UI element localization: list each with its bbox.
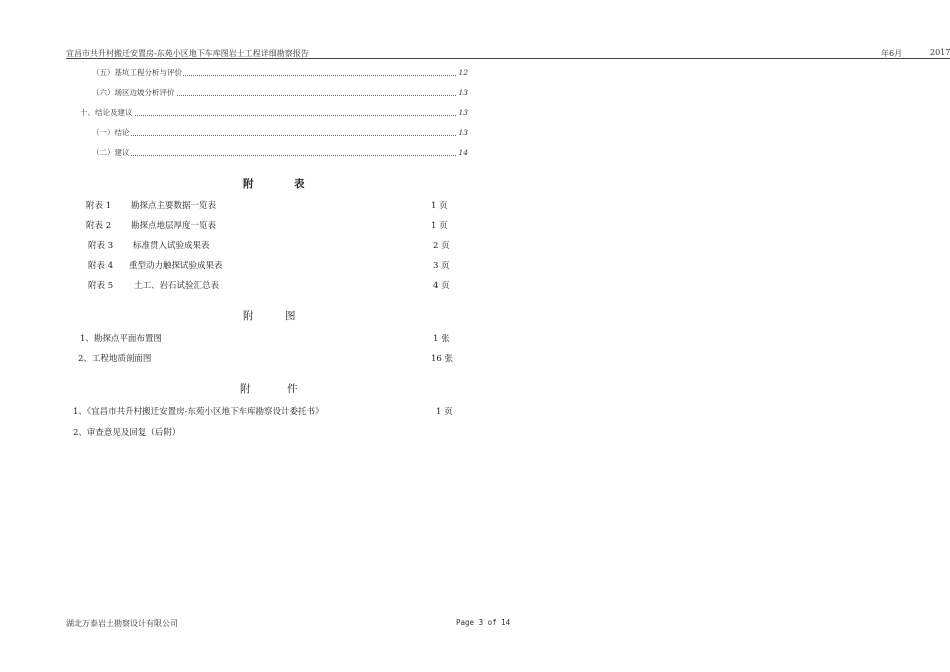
toc-label: （二）建议: [92, 148, 130, 157]
toc-label: （一）结论: [92, 128, 130, 137]
toc-label: （六）场区边坡分析评价: [92, 88, 175, 97]
toc-label: （五）基坑工程分析与评价: [92, 68, 182, 77]
appendix-figure-count: 1 张: [433, 334, 450, 344]
appendix-table-name: 勘探点主要数据一览表: [131, 201, 217, 211]
toc-page: 13: [458, 88, 468, 97]
heading-char: 图: [285, 310, 296, 322]
appendix-table-name: 勘探点地层厚度一览表: [131, 221, 217, 231]
appendix-table-count: 4 页: [433, 281, 450, 291]
appendix-table-count: 2 页: [433, 241, 450, 251]
toc-page: 12: [458, 68, 468, 77]
header-title: 宜昌市共升村搬迁安置房-东苑小区地下车库图岩土工程详细勘察报告: [66, 49, 309, 58]
attachment-name: 1、《宜昌市共升村搬迁安置房-东苑小区地下车库勘察设计委托书》: [73, 407, 324, 417]
appendix-figure-name: 1、勘探点平面布置图: [80, 334, 162, 344]
toc-page: 13: [458, 108, 468, 117]
toc-label: 十、结论及建议: [80, 108, 133, 117]
appendix-table-number: 附表 3: [88, 241, 114, 251]
appendix-table-count: 1 页: [431, 221, 448, 231]
header-rule: [66, 58, 950, 59]
footer-company: 湖北万泰岩土勘察设计有限公司: [66, 619, 178, 628]
attachment-count: 1 页: [436, 407, 453, 417]
appendix-table-count: 3 页: [433, 261, 450, 271]
heading-char: 附: [243, 310, 254, 322]
appendix-table-name: 标准贯入试验成果表: [133, 241, 210, 251]
appendix-table-name: 重型动力触探试验成果表: [129, 261, 223, 271]
toc-item[interactable]: [80, 108, 468, 118]
toc-item[interactable]: [92, 128, 468, 138]
heading-char: 附: [240, 383, 251, 395]
appendix-table-number: 附表 2: [86, 221, 112, 231]
appendix-table-name: 土工、岩石试验汇总表: [134, 281, 220, 291]
footer-page-label: Page 3 of 14: [456, 618, 511, 627]
toc-item[interactable]: [92, 68, 468, 78]
toc-item[interactable]: [92, 88, 468, 98]
header-month: 年6月: [881, 49, 903, 58]
heading-char: 附: [243, 178, 254, 190]
appendix-table-number: 附表 5: [88, 281, 114, 291]
toc-item[interactable]: [92, 148, 468, 158]
header-year: 2017: [930, 48, 950, 57]
toc-leader: [92, 135, 468, 136]
appendix-table-number: 附表 4: [88, 261, 114, 271]
toc-page: 13: [458, 128, 468, 137]
appendix-figure-count: 16 张: [431, 354, 454, 364]
toc-leader: [92, 155, 468, 156]
toc-leader: [80, 115, 468, 116]
attachment-name: 2、审查意见及回复（后附）: [73, 428, 181, 438]
heading-char: 表: [294, 178, 305, 190]
appendix-figure-name: 2、工程地质剖面图: [78, 354, 152, 364]
heading-char: 件: [287, 383, 298, 395]
appendix-table-number: 附表 1: [86, 201, 112, 211]
appendix-table-count: 1 页: [431, 201, 448, 211]
toc-page: 14: [458, 148, 468, 157]
